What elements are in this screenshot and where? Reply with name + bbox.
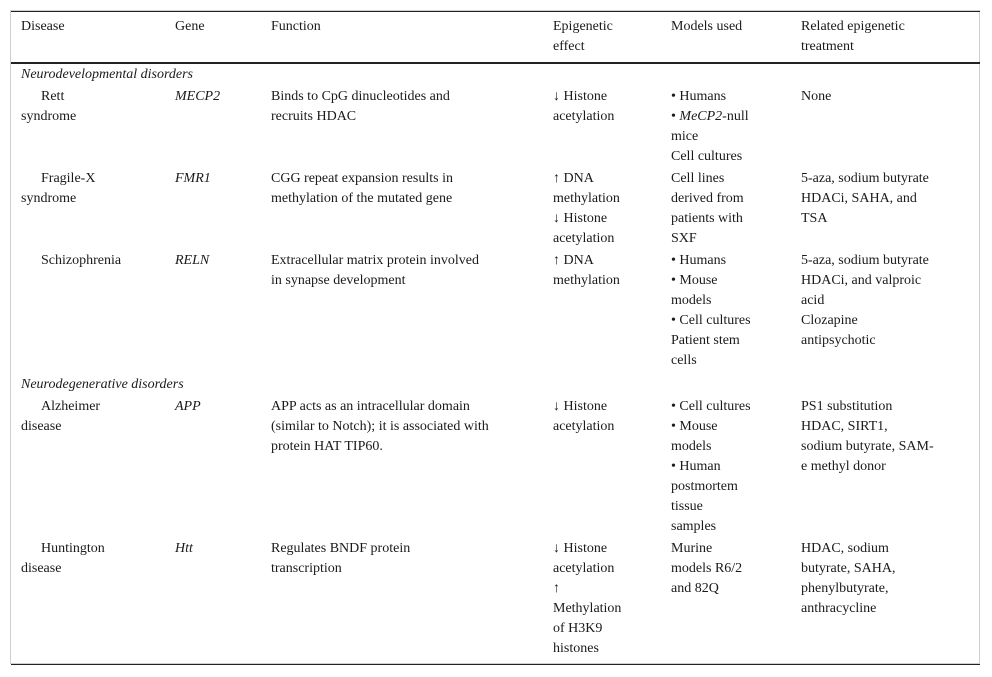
gene-cell: MECP2 xyxy=(175,89,221,104)
models-cell: • Humans • Mouse models • Cell cultures Patient stem cells xyxy=(671,253,751,368)
treatment-cell: HDAC, sodium butyrate, SAHA, phenylbutyrate, anthracycline xyxy=(801,541,896,616)
disease-cell: Alzheimer disease xyxy=(21,399,101,434)
section-neurodevelopmental: Neurodevelopmental disorders xyxy=(21,67,193,82)
header-related-treatment: Related epigenetic treatment xyxy=(801,19,905,54)
disease-cell: Schizophrenia xyxy=(41,253,122,268)
function-cell: APP acts as an intracellular domain (similar to Notch); it is associated with protein HAT TIP60. xyxy=(271,399,489,454)
function-cell: CGG repeat expansion results in methylation of the mutated gene xyxy=(271,171,453,206)
models-cell: • Cell cultures • Mouse models • Human postmortem tissue samples xyxy=(671,399,751,534)
effect-cell: ↓ Histone acetylation xyxy=(553,399,615,434)
header-disease: Disease xyxy=(21,19,65,34)
disease-cell: Fragile-X syndrome xyxy=(21,171,96,206)
table-top-rule xyxy=(11,11,980,12)
table-header-rule xyxy=(11,62,980,64)
header-function: Function xyxy=(271,19,321,34)
treatment-cell: 5-aza, sodium butyrate HDACi, and valproic acid Clozapine antipsychotic xyxy=(801,253,929,348)
table-bottom-rule xyxy=(11,664,980,665)
gene-cell: Htt xyxy=(175,541,193,556)
function-cell: Extracellular matrix protein involved in synapse development xyxy=(271,253,479,288)
section-neurodegenerative: Neurodegenerative disorders xyxy=(21,377,184,392)
header-models-used: Models used xyxy=(671,19,743,34)
gene-cell: RELN xyxy=(175,253,210,268)
treatment-cell: None xyxy=(801,89,832,104)
models-cell: • Humans • MeCP2-null mice Cell cultures xyxy=(671,89,749,164)
effect-cell: ↓ Histone acetylation xyxy=(553,89,615,124)
effect-cell: ↓ Histone acetylation ↑ Methylation of H3K9 histones xyxy=(553,541,622,656)
models-cell: Murine models R6/2 and 82Q xyxy=(671,541,743,596)
gene-cell: APP xyxy=(175,399,201,414)
function-cell: Binds to CpG dinucleotides and recruits HDAC xyxy=(271,89,450,124)
treatment-cell: 5-aza, sodium butyrate HDACi, SAHA, and TSA xyxy=(801,171,929,226)
header-gene: Gene xyxy=(175,19,205,34)
treatment-cell: PS1 substitution HDAC, SIRT1, sodium butyrate, SAM- e methyl donor xyxy=(801,399,934,474)
disease-cell: Rett syndrome xyxy=(21,89,77,124)
gene-cell: FMR1 xyxy=(175,171,211,186)
models-cell: Cell lines derived from patients with SXF xyxy=(671,171,744,246)
effect-cell: ↑ DNA methylation ↓ Histone acetylation xyxy=(553,171,620,246)
disease-cell: Huntington disease xyxy=(21,541,105,576)
effect-cell: ↑ DNA methylation xyxy=(553,253,620,288)
header-epigenetic-effect: Epigenetic effect xyxy=(553,19,613,54)
function-cell: Regulates BNDF protein transcription xyxy=(271,541,411,576)
